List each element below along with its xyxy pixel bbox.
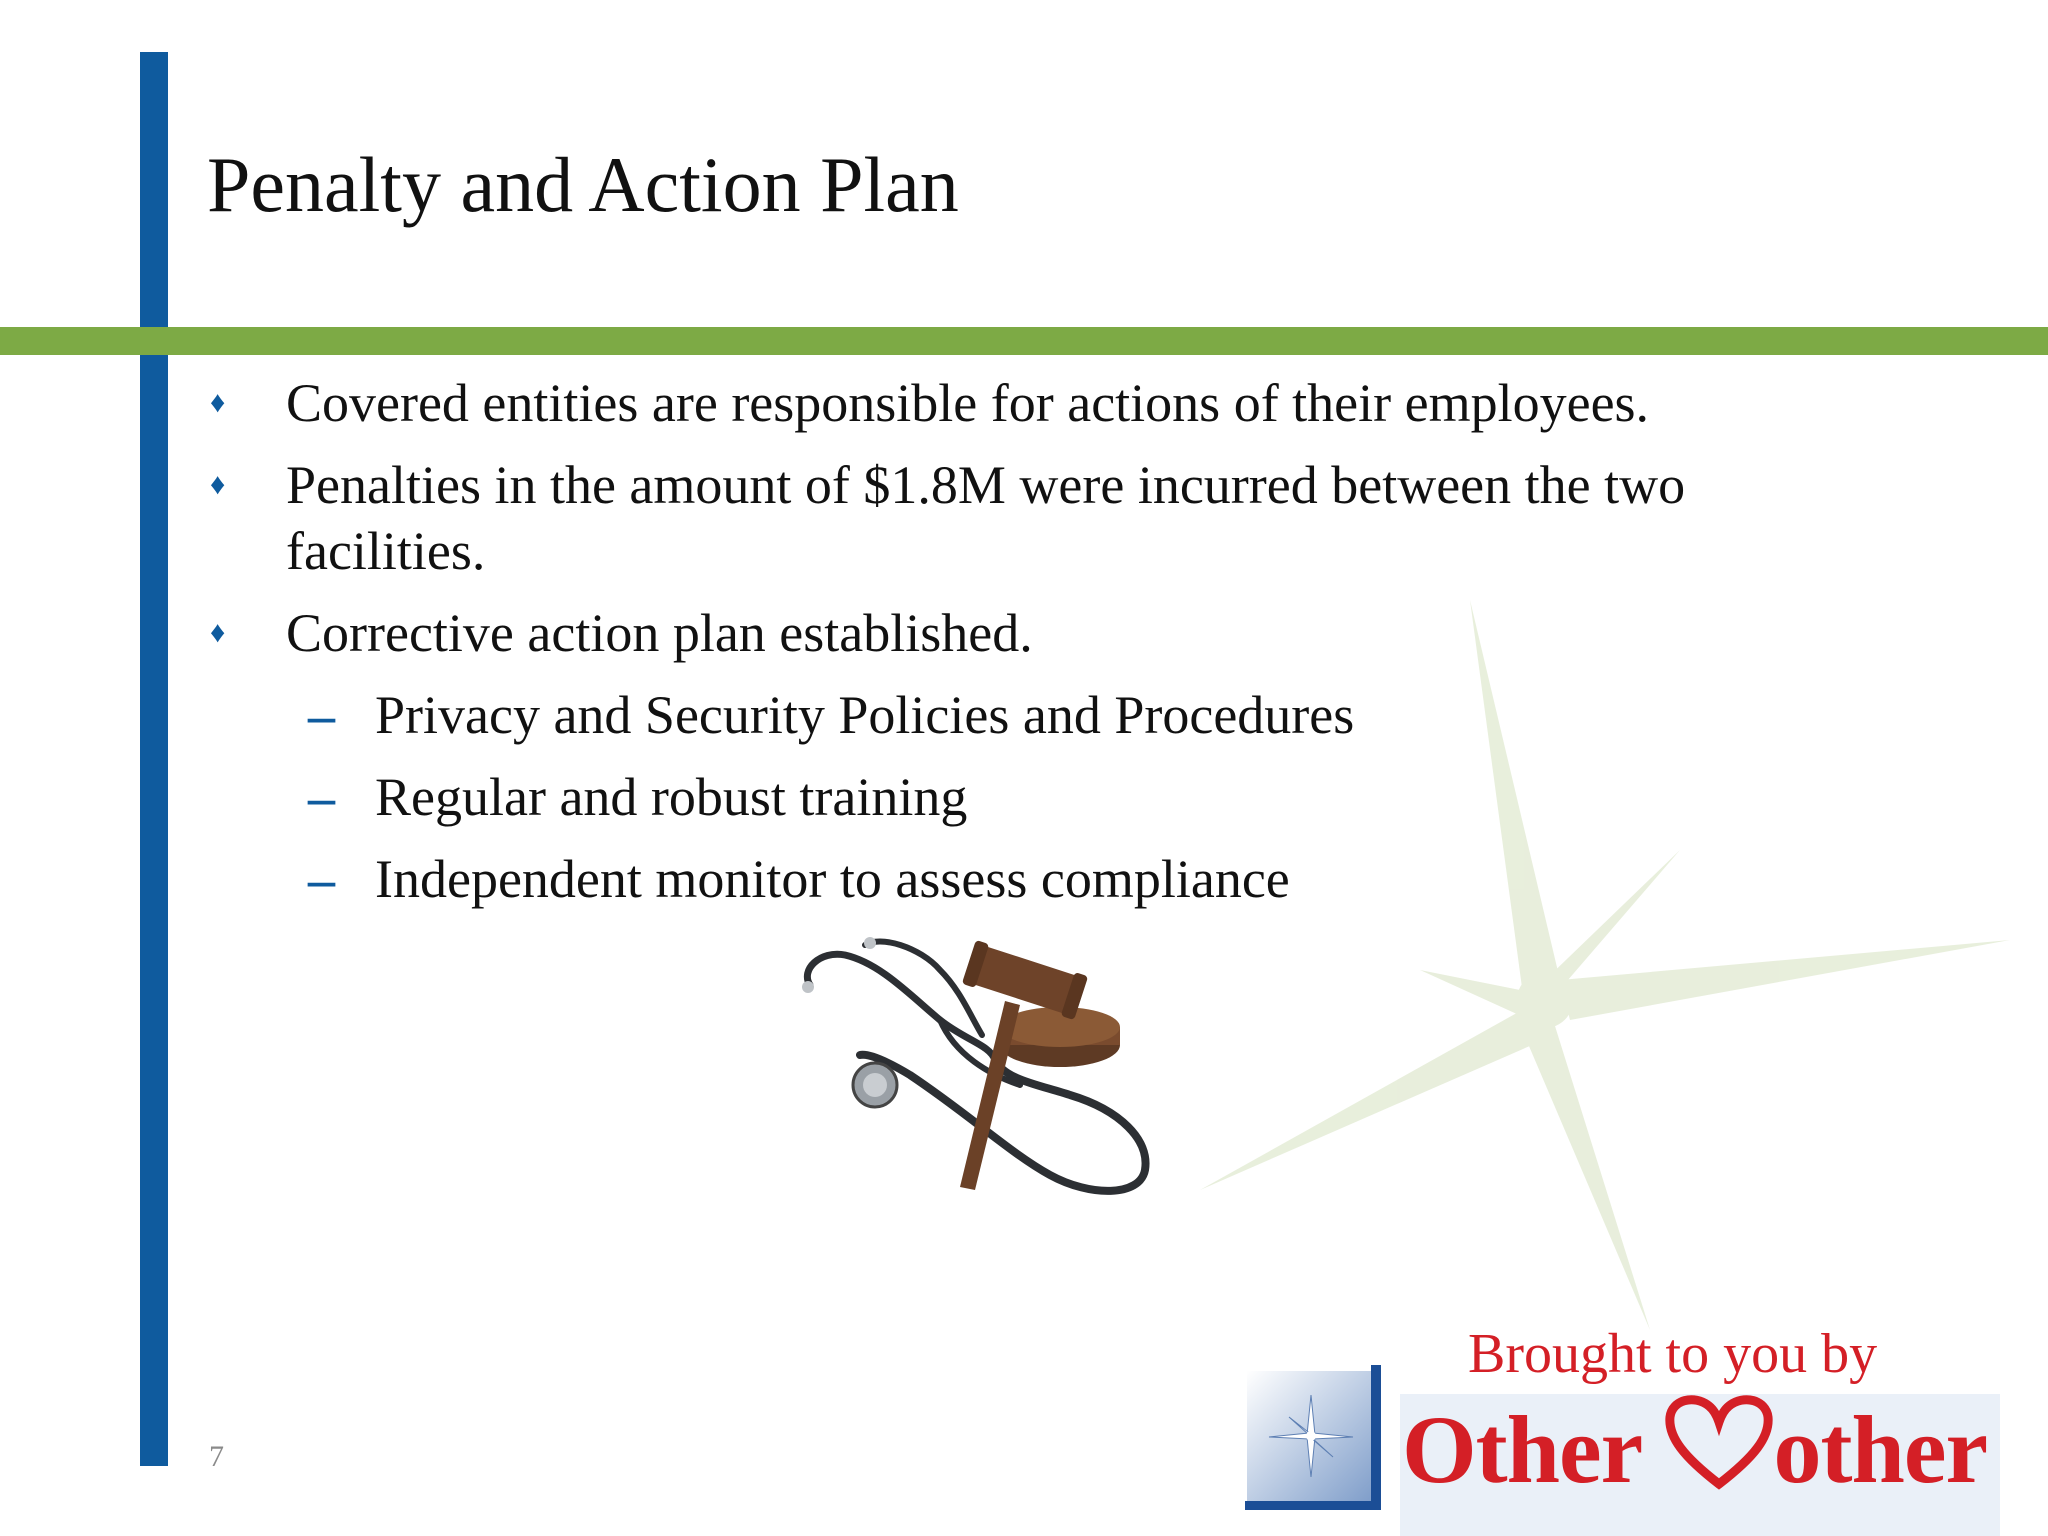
slide-title: Penalty and Action Plan [207, 141, 959, 228]
left-accent-bar [140, 52, 168, 1466]
bullet-item [210, 452, 1810, 584]
sub-bullet-item [210, 682, 1810, 748]
page-number: 7 [209, 1440, 224, 1473]
dash-bullet-icon: – [308, 767, 335, 827]
star-square-logo-icon [1245, 1365, 1390, 1510]
sub-bullet-text: Independent monitor to assess compliance [375, 849, 1290, 909]
other-mother-logo [1402, 1392, 1987, 1505]
sub-bullet-text: Regular and robust training [375, 767, 968, 827]
brought-by-text: Brought to you by [1468, 1323, 1878, 1385]
title-divider-bar [0, 327, 2048, 355]
logo-text-part1: Other [1402, 1396, 1641, 1503]
diamond-bullet-icon: ♦ [210, 468, 226, 501]
sub-bullet-text: Privacy and Security Policies and Procedures [375, 685, 1355, 745]
bullet-item [210, 600, 1810, 666]
bullet-list [210, 370, 1810, 928]
dash-bullet-icon: – [308, 849, 335, 909]
logo-text-part2: other [1773, 1396, 1988, 1503]
diamond-bullet-icon: ♦ [210, 616, 226, 649]
diamond-bullet-icon: ♦ [210, 386, 226, 419]
bullet-item [210, 370, 1810, 436]
bullet-text: Penalties in the amount of $1.8M were incurred between the two facilities. [286, 455, 1686, 581]
stethoscope-gavel-image [790, 935, 1210, 1205]
bullet-text: Covered entities are responsible for actions of their employees. [286, 373, 1650, 433]
bullet-text: Corrective action plan established. [286, 603, 1033, 663]
dash-bullet-icon: – [308, 685, 335, 745]
sub-bullet-item [210, 846, 1810, 912]
heart-icon [1664, 1392, 1774, 1492]
sub-bullet-item [210, 764, 1810, 830]
